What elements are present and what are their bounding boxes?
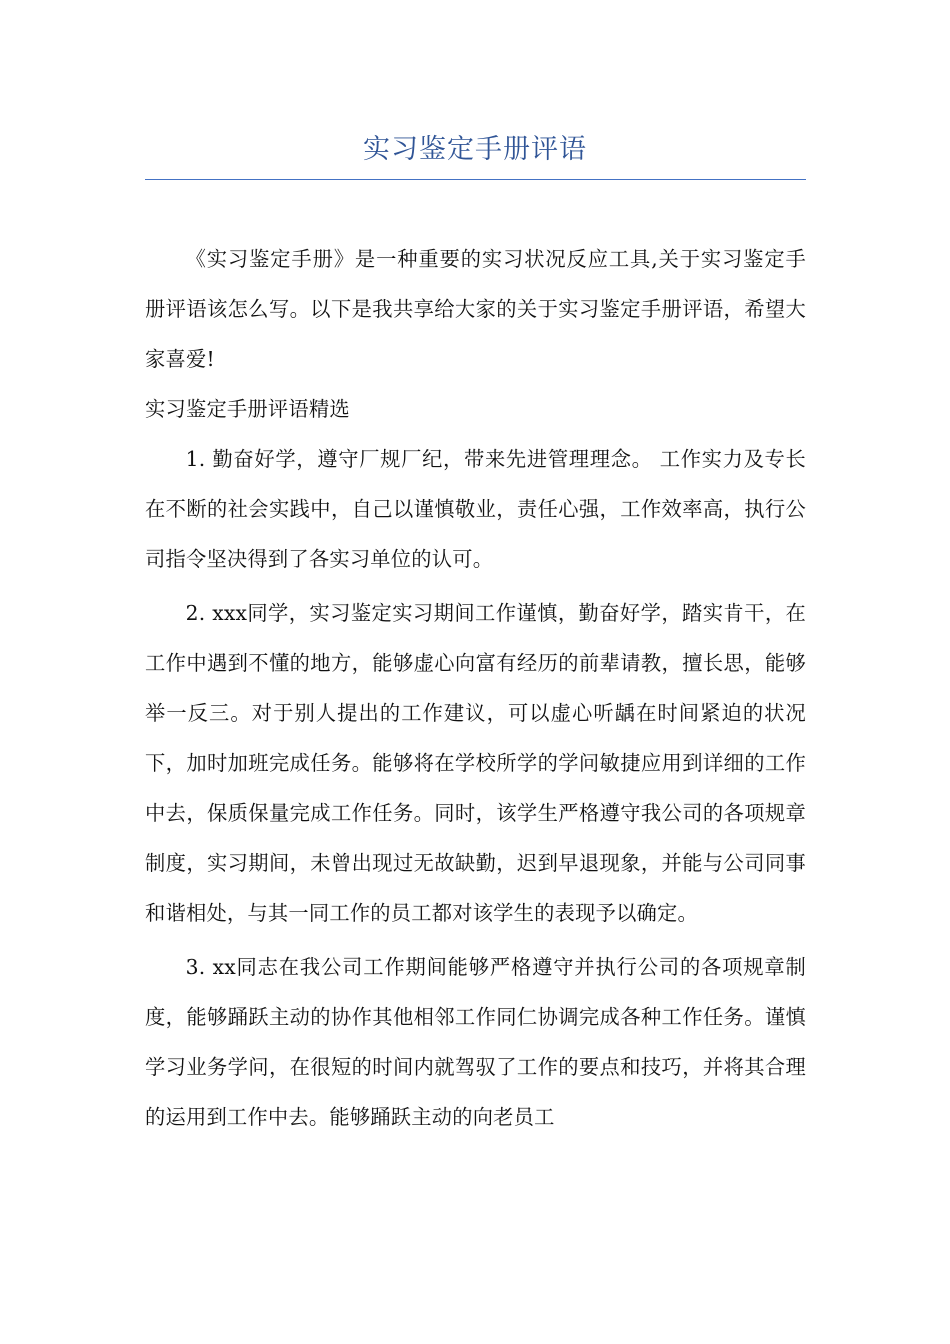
document-body [145,234,806,1142]
comment-paragraph-2: 2. xxx同学，实习鉴定实习期间工作谨慎，勤奋好学，踏实肯干，在工作中遇到不懂的地方，能够虚心向富有经历的前辈请教，擅长思，能够举一反三。对于别人提出的工作建议，可以虚心听龋在时间紧迫的状况下，加时加班完成任务。能够将在学校所学的学问敏捷应用到详细的工作中去，保质保量完成工作任务。同时，该学生严格遵守我公司的各项规章制度，实习期间，未曾出现过无故缺勤，迟到早退现象，并能与公司同事和谐相处，与其一同工作的员工都对该学生的表现予以确定。 [145,601,806,925]
section-heading: 实习鉴定手册评语精选 [145,397,350,421]
comment-paragraph-3: 3. xx同志在我公司工作期间能够严格遵守并执行公司的各项规章制度，能够踊跃主动的协作其他相邻工作同仁协调完成各种工作任务。谨慎学习业务学问，在很短的时间内就驾驭了工作的要点和技巧，并将其合理的运用到工作中去。能够踊跃主动的向老员工 [145,955,806,1129]
intro-paragraph: 《实习鉴定手册》是一种重要的实习状况反应工具,关于实习鉴定手册评语该怎么写。以下是我共享给大家的关于实习鉴定手册评语，希望大家喜爱! [145,247,806,371]
title-underline [145,179,806,180]
comment-paragraph-1: 1. 勤奋好学，遵守厂规厂纪，带来先进管理理念。 工作实力及专长在不断的社会实践中，自己以谨慎敬业，责任心强，工作效率高，执行公司指令坚决得到了各实习单位的认可。 [145,447,806,571]
page-title: 实习鉴定手册评语 [363,134,587,165]
